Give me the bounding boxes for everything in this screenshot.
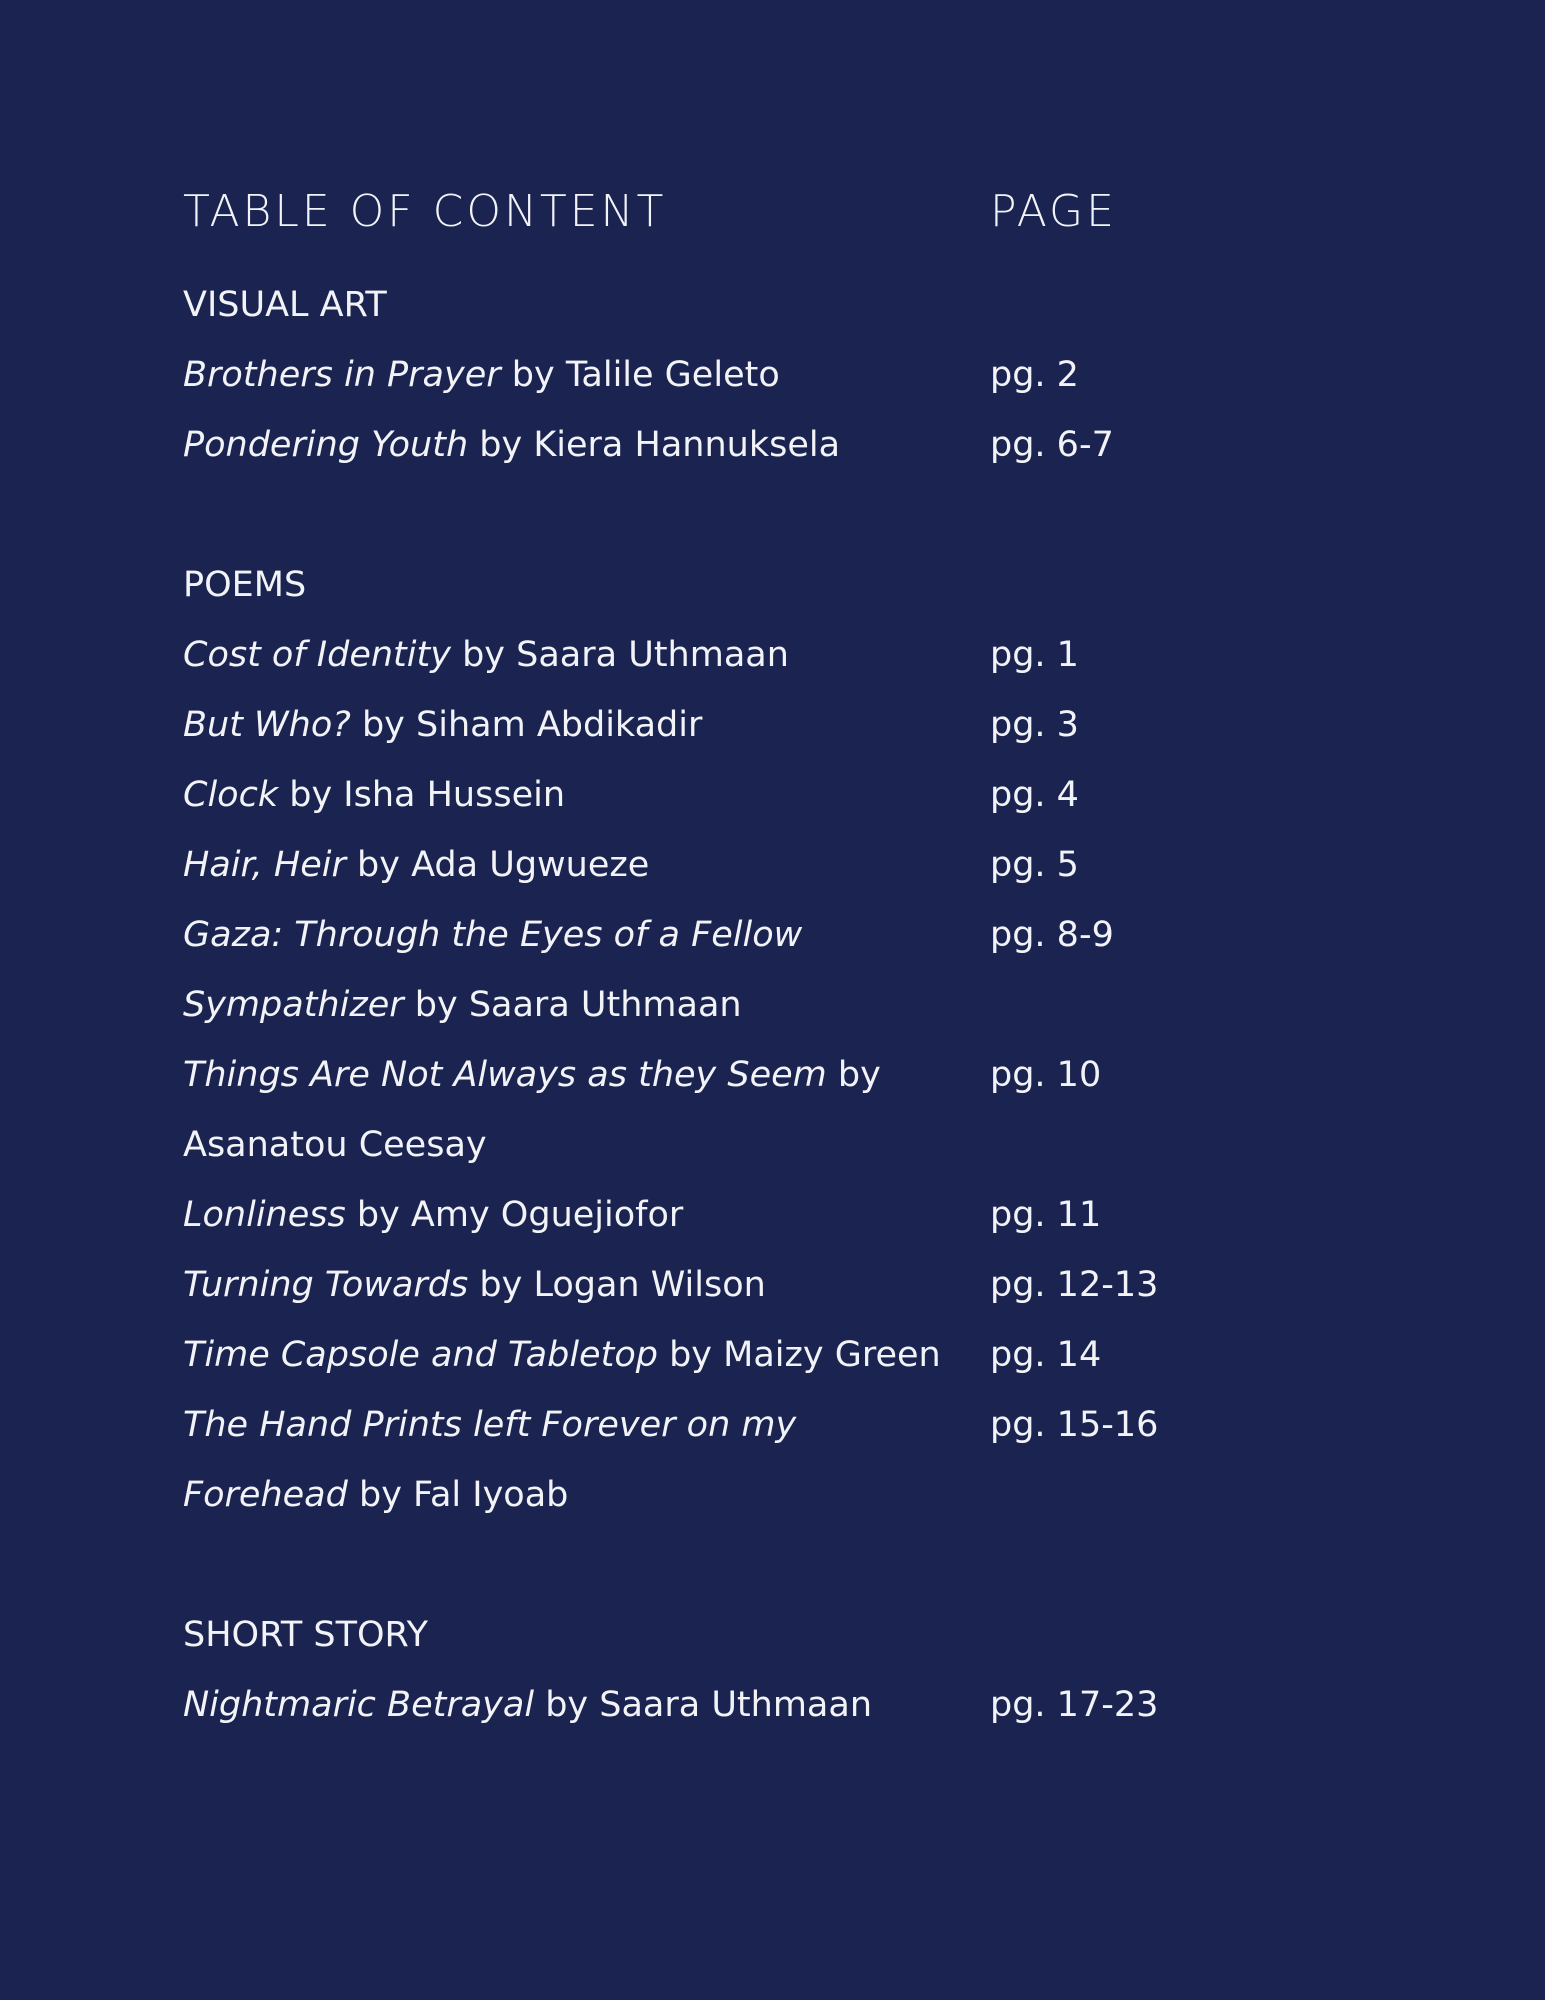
toc-entry [183,410,1383,480]
toc-entry [183,340,1383,410]
entry-title: But Who? [183,705,351,745]
entry-page: pg. 6-7 [990,425,1114,465]
entry-author: by Kiera Hannuksela [479,425,841,465]
toc-heading: TABLE OF CONTENT [183,186,667,237]
entry-page: pg. 4 [990,775,1079,815]
toc-header [183,180,1383,244]
section-title: SHORT STORY [183,1615,428,1655]
toc-entry [183,1320,1383,1390]
entry-author: by Siham Abdikadir [361,705,703,745]
entry-text [183,830,953,900]
section-visual-art [183,270,1383,480]
toc-entry [183,1670,1383,1740]
toc-entry [183,620,1383,690]
entry-title: The Hand Prints left Forever on my Forehead [183,1405,797,1515]
toc-entry [183,1180,1383,1250]
entry-page: pg. 1 [990,635,1079,675]
entry-author: by Logan Wilson [479,1265,766,1305]
entry-author: by Asanatou Ceesay [183,1055,881,1165]
section-poems [183,550,1383,1530]
entry-text [183,1670,953,1740]
entry-title: Pondering Youth [183,425,469,465]
entry-author: by Talile Geleto [511,355,780,395]
entry-author: by Isha Hussein [289,775,566,815]
entry-text [183,1390,953,1530]
toc-entry [183,830,1383,900]
entry-author: by Saara Uthmaan [462,635,789,675]
entry-text [183,1250,953,1320]
entry-page: pg. 8-9 [990,915,1114,955]
toc-entry [183,900,1383,1040]
toc-entry [183,1040,1383,1180]
entry-author: by Fal Iyoab [359,1475,569,1515]
toc-entry [183,1250,1383,1320]
entry-page: pg. 10 [990,1055,1102,1095]
entry-title: Turning Towards [183,1265,469,1305]
entry-title: Cost of Identity [183,635,451,675]
entry-page: pg. 14 [990,1335,1102,1375]
entry-page: pg. 5 [990,845,1079,885]
entry-page: pg. 2 [990,355,1079,395]
entry-text [183,1040,953,1180]
toc-entry [183,760,1383,830]
entry-title: Clock [183,775,279,815]
toc-entry [183,1390,1383,1530]
entry-title: Brothers in Prayer [183,355,501,395]
entry-title: Hair, Heir [183,845,346,885]
entry-title: Things Are Not Always as they Seem [183,1055,827,1095]
entry-text [183,1180,953,1250]
entry-text [183,900,953,1040]
entry-author: by Saara Uthmaan [414,985,742,1025]
entry-text [183,760,953,830]
entry-text [183,340,953,410]
section-short-story [183,1600,1383,1740]
entry-page: pg. 15-16 [990,1405,1159,1445]
entry-title: Time Capsole and Tabletop [183,1335,658,1375]
page-column-heading: PAGE [990,186,1117,237]
entry-page: pg. 11 [990,1195,1102,1235]
entry-title: Nightmaric Betrayal [183,1685,535,1725]
entry-author: by Ada Ugwueze [357,845,650,885]
section-title: POEMS [183,565,307,605]
section-title: VISUAL ART [183,285,387,325]
entry-author: by Saara Uthmaan [545,1685,873,1725]
table-of-contents [183,180,1383,1810]
entry-page: pg. 3 [990,705,1079,745]
entry-author: by Maizy Green [669,1335,941,1375]
entry-page: pg. 17-23 [990,1685,1159,1725]
entry-text [183,620,953,690]
entry-author: by Amy Oguejiofor [356,1195,684,1235]
entry-page: pg. 12-13 [990,1265,1159,1305]
entry-text [183,410,953,480]
entry-text [183,690,953,760]
entry-title: Gaza: Through the Eyes of a Fellow Sympathizer [183,915,803,1025]
entry-title: Lonliness [183,1195,346,1235]
toc-entry [183,690,1383,760]
entry-text [183,1320,953,1390]
